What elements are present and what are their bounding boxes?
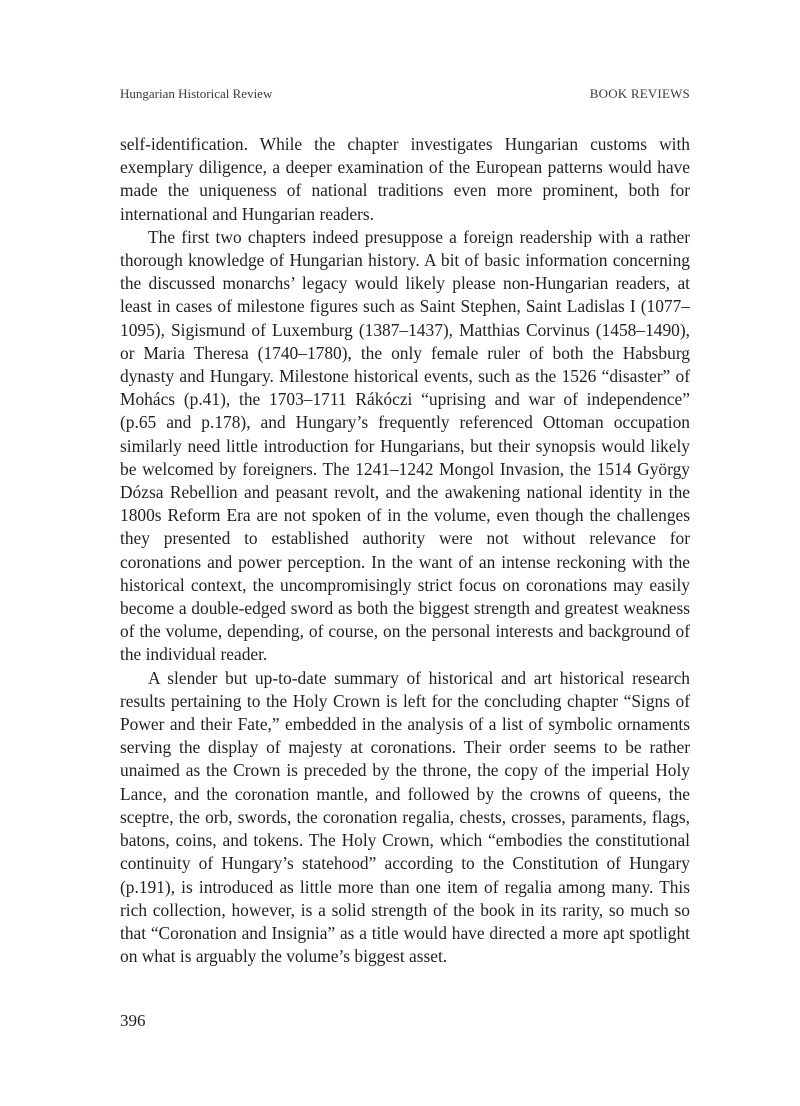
journal-title: Hungarian Historical Review [120,86,273,101]
paragraph: A slender but up-to-date summary of historical and art historical research results pertaining to the Holy Crown is left for the concluding chapter “Signs of Power and their Fate,” embedded in the analysis of a list of symbolic ornaments serving the display of majesty at coronations. Their order seems to be rather unaimed as the Crown is preceded by the throne, the copy of the imperial Holy Lance, and the coronation mantle, and followed by the crowns of queens, the sceptre, the orb, swords, the coronation regalia, chests, crosses, paraments, flags, batons, coins, and tokens. The Holy Crown, which “embodies the constitutional continuity of Hungary’s statehood” according to the Constitution of Hungary (p.191), is introduced as little more than one item of regalia among many. This rich collection, however, is a solid strength of the book in its rarity, so much so that “Coronation and Insignia” as a title would have directed a more apt spotlight on what is arguably the volume’s biggest asset. [120,667,690,967]
section-title: BOOK REVIEWS [589,86,690,101]
paragraph: The first two chapters indeed presuppose a foreign readership with a rather thorough knowledge of Hungarian history. A bit of basic information concerning the discussed monarchs’ legacy would likely please non-Hungarian readers, at least in cases of milestone figures such as Saint Stephen, Saint Ladislas I (1077–1095), Sigismund of Luxemburg (1387–1437), Matthias Corvinus (1458–1490), or Maria Theresa (1740–1780), the only female ruler of both the Habsburg dynasty and Hungary. Milestone historical events, such as the 1526 “disaster” of Mohács (p.41), the 1703–1711 Rákóczi “uprising and war of independence” (p.65 and p.178), and Hungary’s frequently referenced Ottoman occupation similarly need little introduction for Hungarians, but their synopsis would likely be welcomed by foreigners. The 1241–1242 Mongol Invasion, the 1514 György Dózsa Rebellion and peasant revolt, and the awakening national identity in the 1800s Reform Era are not spoken of in the volume, even though the challenges they presented to established authority were not without relevance for coronations and power perception. In the want of an intense reckoning with the historical context, the uncompromisingly strict focus on coronations may easily become a double-edged sword as both the biggest strength and greatest weakness of the volume, depending, of course, on the personal interests and background of the individual reader. [120,226,690,665]
article-body [120,133,690,968]
paragraph-continued: self-identification. While the chapter investigates Hungarian customs with exemplary diligence, a deeper examination of the European patterns would have made the uniqueness of national traditions even more prominent, both for international and Hungarian readers. [120,134,690,224]
page-number: 396 [120,1011,146,1030]
